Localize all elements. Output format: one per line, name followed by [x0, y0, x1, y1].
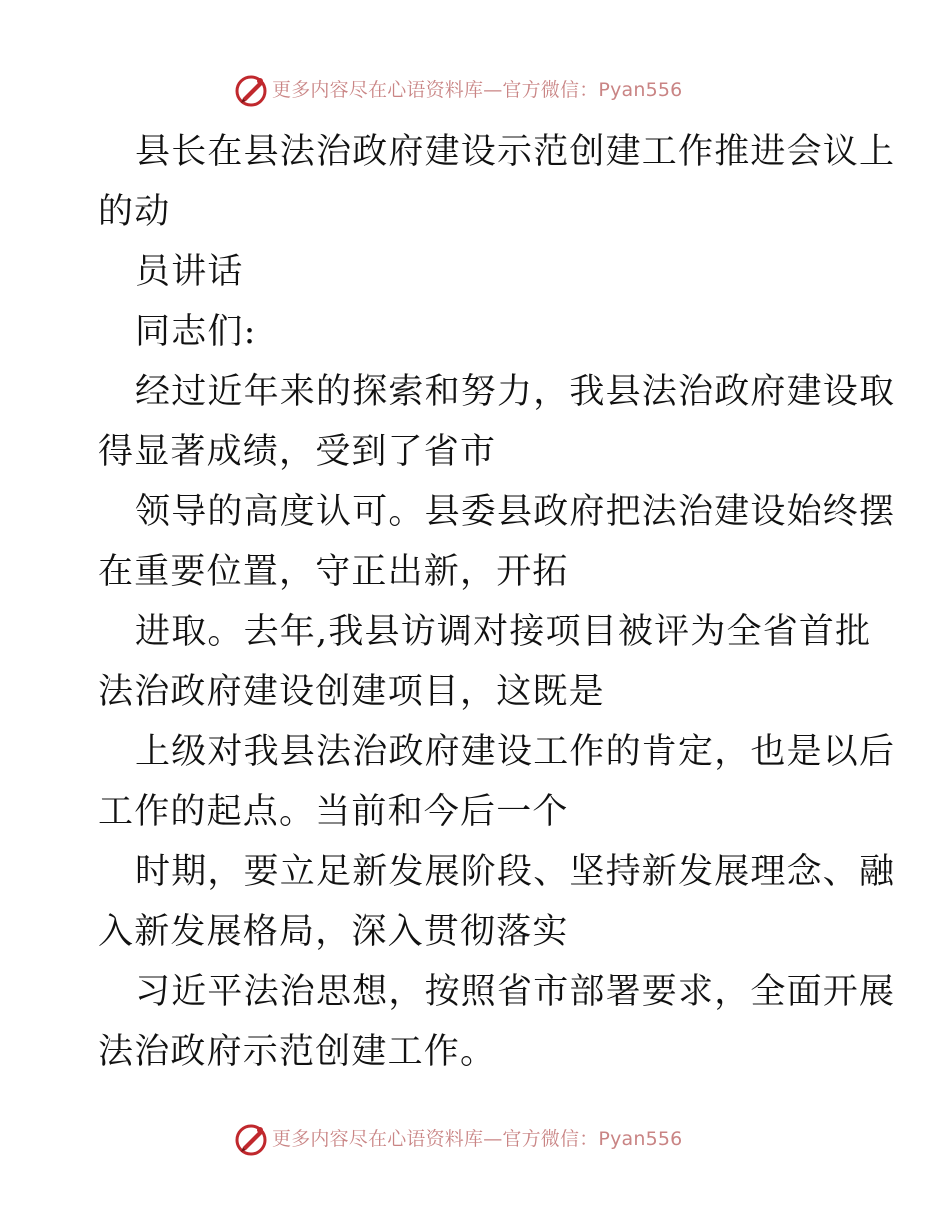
text-line: 进取。去年,我县访调对接项目被评为全省首批 [135, 612, 872, 652]
pen-logo-icon [233, 72, 269, 108]
text-line: 在重要位置，守正出新，开拓 [98, 552, 569, 592]
header-watermark-banner [0, 70, 950, 110]
text-line: 法治政府建设创建项目，这既是 [98, 672, 605, 712]
document-body [98, 122, 898, 1082]
watermark-text [272, 76, 682, 104]
footer-watermark-banner [0, 1119, 950, 1159]
salutation: 同志们: [135, 312, 257, 352]
text-line: 入新发展格局，深入贯彻落实 [98, 912, 569, 952]
watermark-handle: Pyan556 [598, 79, 683, 101]
text-line: 上级对我县法治政府建设工作的肯定，也是以后 [135, 732, 896, 772]
watermark-text [272, 1125, 682, 1153]
watermark-handle: Pyan556 [598, 1128, 683, 1150]
title-line-1: 县长在县法治政府建设示范创建工作推进会议上 [135, 132, 896, 172]
text-line: 经过近年来的探索和努力，我县法治政府建设取 [135, 372, 896, 412]
pen-logo-icon [233, 1121, 269, 1157]
title-line-3: 员讲话 [135, 252, 244, 292]
text-line: 得显著成绩，受到了省市 [98, 432, 497, 472]
title-line-2: 的动 [98, 192, 171, 232]
watermark-label: 更多内容尽在心语资料库—官方微信： [272, 1128, 599, 1150]
watermark-label: 更多内容尽在心语资料库—官方微信： [272, 79, 599, 101]
text-line: 法治政府示范创建工作。 [98, 1032, 497, 1072]
text-line: 工作的起点。当前和今后一个 [98, 792, 569, 832]
text-line: 领导的高度认可。县委县政府把法治建设始终摆 [135, 492, 896, 532]
text-line: 习近平法治思想，按照省市部署要求，全面开展 [135, 972, 896, 1012]
text-line: 时期，要立足新发展阶段、坚持新发展理念、融 [135, 852, 896, 892]
